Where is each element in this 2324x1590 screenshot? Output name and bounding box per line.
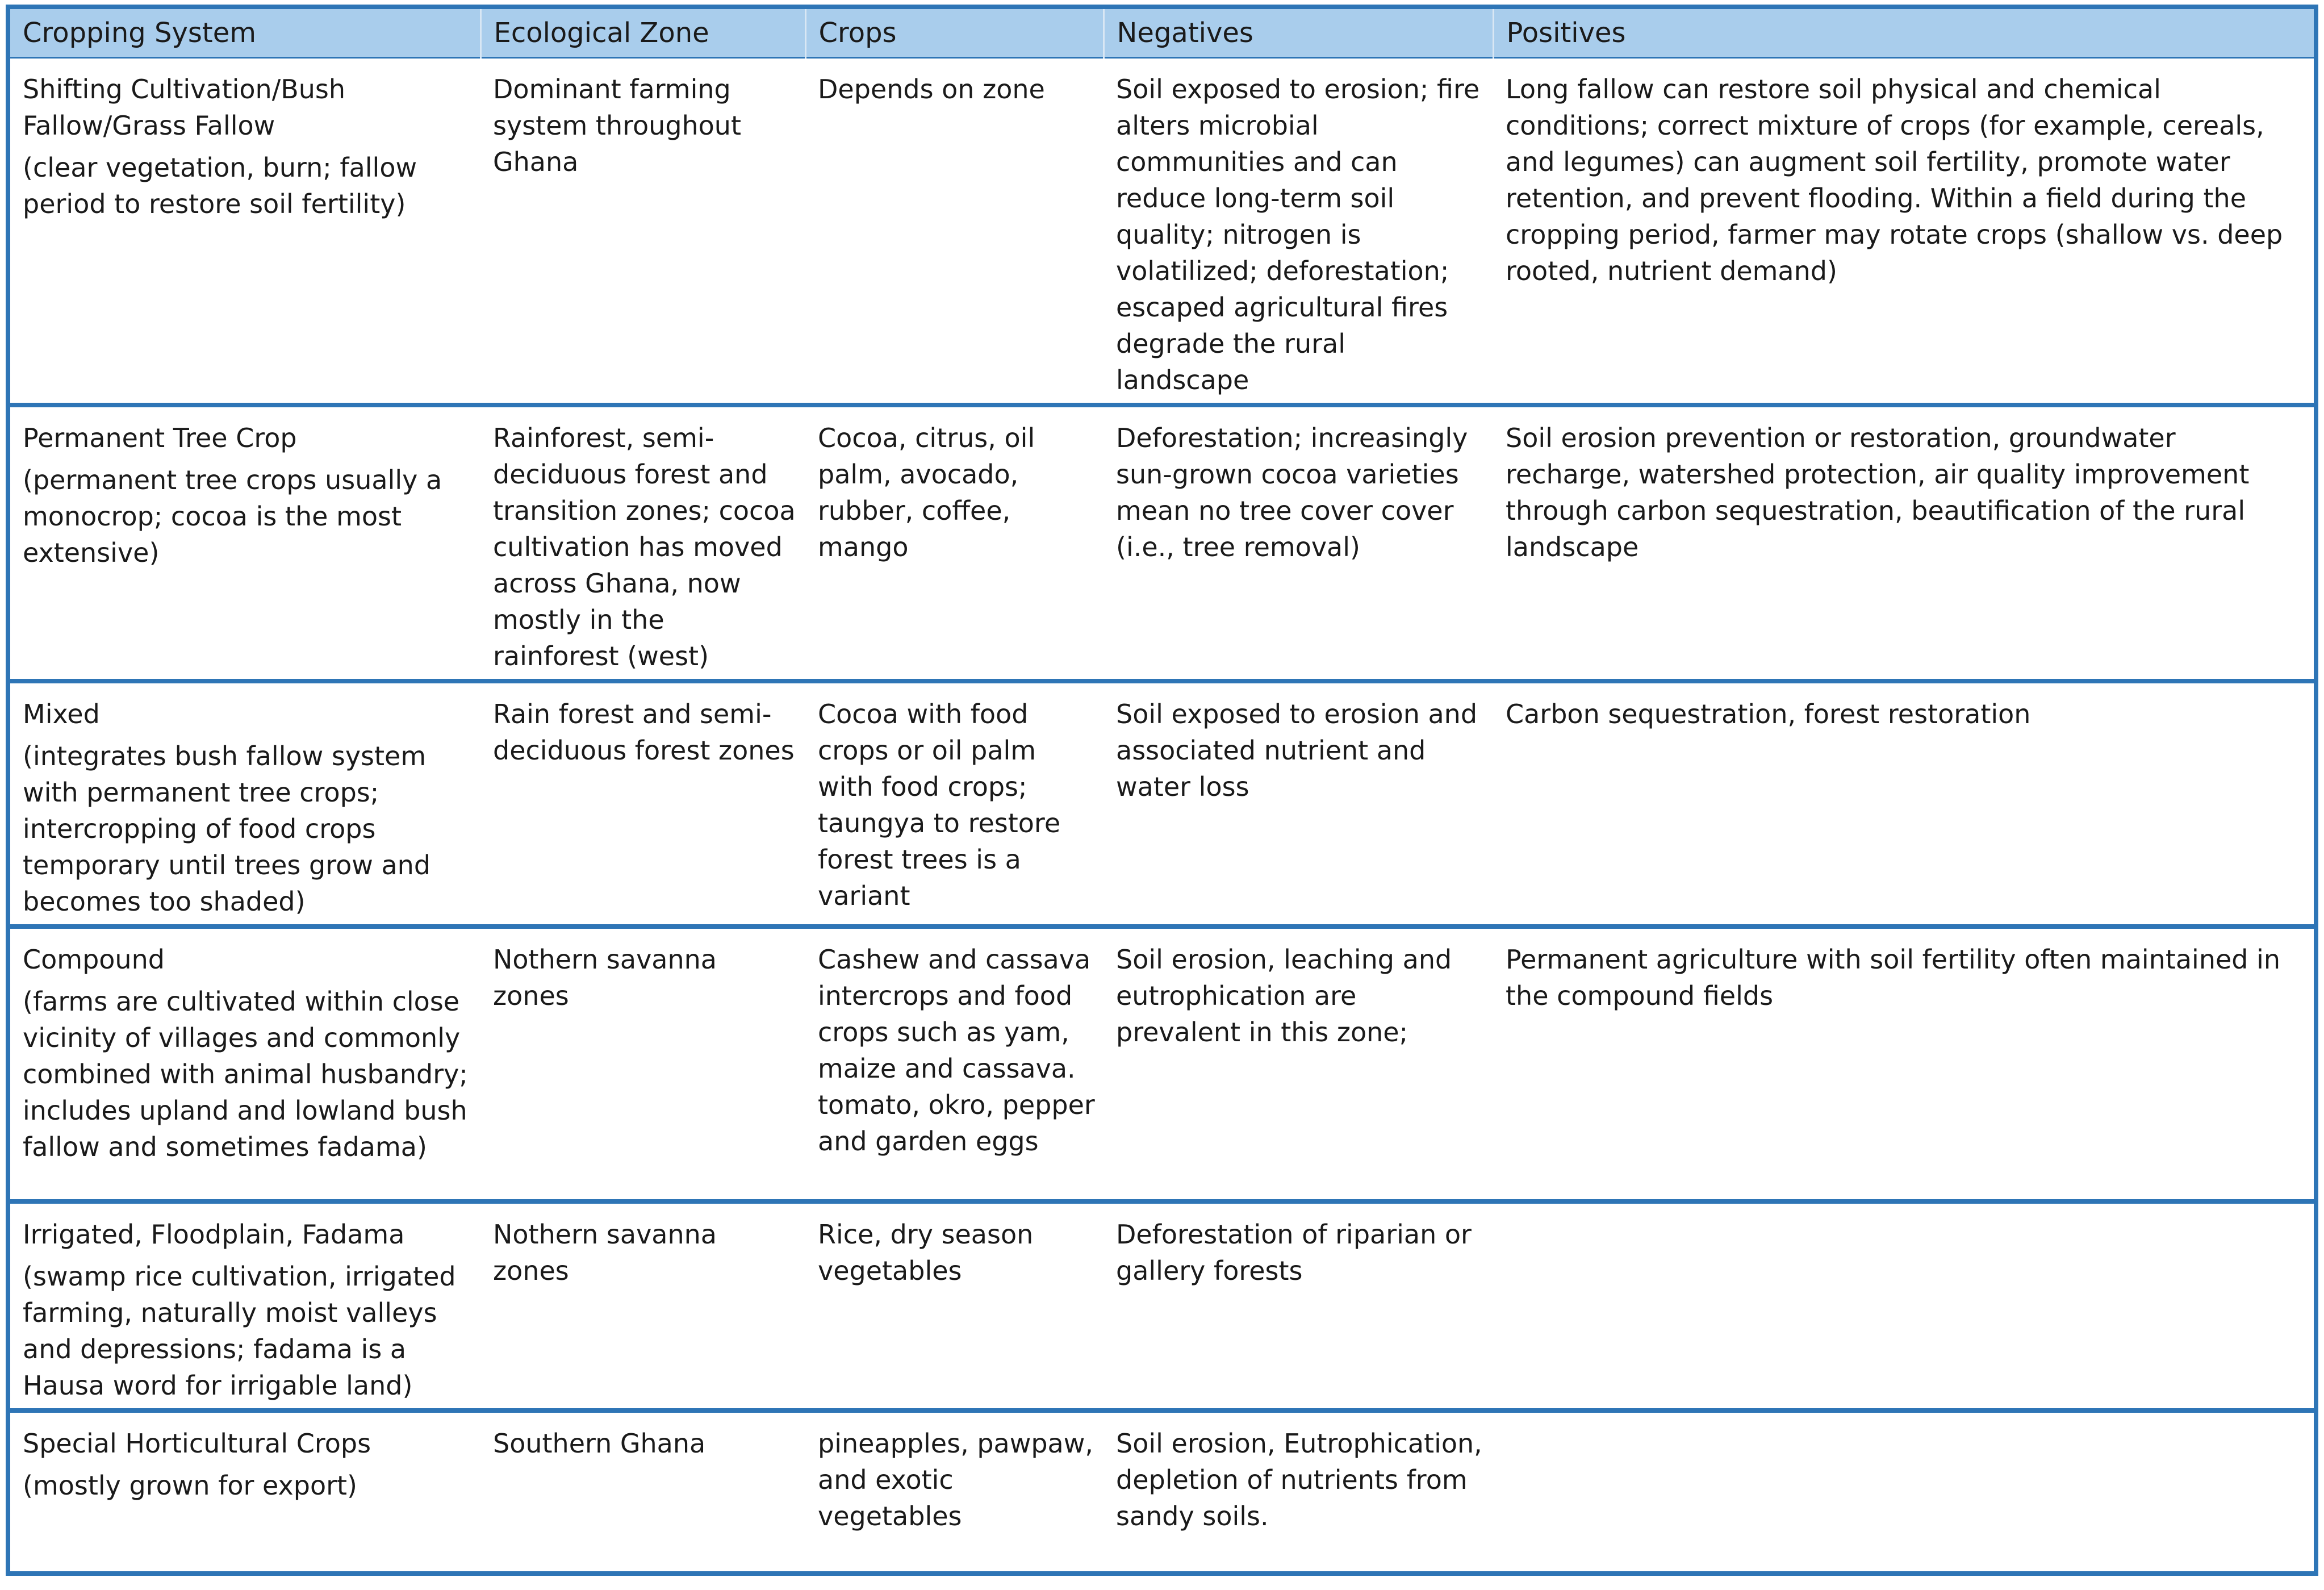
header-cropping-system: Cropping System [10,9,480,58]
header-negatives: Negatives [1104,9,1493,58]
system-note: (mostly grown for export) [23,1470,357,1501]
system-name: Compound [23,944,165,975]
table-row [10,1201,2314,1410]
cell-positives [1493,1201,2314,1410]
system-note: (clear vegetation, burn; fallow period to restore soil fertility) [23,152,417,219]
table-row [10,405,2314,681]
cell-crops: Rice, dry season vegetables [818,1219,1034,1286]
cell-system [10,405,480,681]
system-name: Permanent Tree Crop [23,423,297,453]
table-row [10,58,2314,406]
system-note: (farms are cultivated within close vicinity of villages and commonly combined with animal husbandry; includes upland and lowland bush fallow and sometimes fadama) [23,986,468,1162]
cell-system [10,58,480,406]
cell-positives: Permanent agriculture with soil fertility often maintained in the compound fields [1506,944,2281,1011]
system-note: (permanent tree crops usually a monocrop; cocoa is the most extensive) [23,465,442,568]
cell-zone: Nothern savanna zones [493,944,717,1011]
cell-crops: Depends on zone [818,74,1045,105]
cell-system [10,927,480,1201]
header-crops: Crops [805,9,1104,58]
cropping-systems-table-frame [6,5,2318,1576]
system-name: Irrigated, Floodplain, Fadama [23,1219,405,1250]
cell-positives: Soil erosion prevention or restoration, groundwater recharge, watershed protection, air quality improvement through carbon sequestration, beautification of the rural landscape [1506,423,2250,562]
cell-positives: Carbon sequestration, forest restoration [1506,699,2031,729]
table-row [10,1410,2314,1590]
table-header-row [10,9,2314,58]
cell-negatives: Soil erosion, leaching and eutrophication are prevalent in this zone; [1116,944,1452,1048]
cell-zone: Nothern savanna zones [493,1219,717,1286]
table-row [10,927,2314,1201]
cell-crops: Cocoa, citrus, oil palm, avocado, rubber, coffee, mango [818,423,1035,562]
cell-system [10,1410,480,1590]
system-name: Shifting Cultivation/Bush Fallow/Grass Fallow [23,74,346,141]
cell-zone: Dominant farming system throughout Ghana [493,74,741,177]
system-note: (integrates bush fallow system with permanent tree crops; intercropping of food crops temporary until trees grow and becomes too shaded) [23,741,431,917]
cell-positives: Long fallow can restore soil physical and chemical conditions; correct mixture of crops (for example, cereals, and legumes) can augment soil fertility, promote water retention, and prevent flooding. Within a field during the cropping period, farmer may rotate crops (shallow vs. deep rooted, nutrient demand) [1506,74,2283,286]
cell-negatives: Soil exposed to erosion; fire alters microbial communities and can reduce long-term soil quality; nitrogen is volatilized; deforestation; escaped agricultural fires degrade the rural landscape [1116,74,1480,395]
system-note: (swamp rice cultivation, irrigated farming, naturally moist valleys and depressions; fadama is a Hausa word for irrigable land) [23,1261,456,1401]
cell-zone: Rainforest, semi-deciduous forest and transition zones; cocoa cultivation has moved across Ghana, now mostly in the rainforest (west) [493,423,796,671]
cell-crops: pineapples, pawpaw, and exotic vegetables [818,1428,1093,1531]
cell-zone: Rain forest and semi-deciduous forest zones [493,699,795,766]
cell-crops: Cashew and cassava intercrops and food crops such as yam, maize and cassava. tomato, okro, pepper and garden eggs [818,944,1095,1157]
cell-negatives: Soil exposed to erosion and associated nutrient and water loss [1116,699,1478,802]
cell-system [10,1201,480,1410]
system-name: Mixed [23,699,100,729]
cell-positives [1493,1410,2314,1590]
cell-system [10,681,480,927]
header-positives: Positives [1493,9,2314,58]
header-ecological-zone: Ecological Zone [480,9,805,58]
table-row [10,681,2314,927]
cell-negatives: Deforestation; increasingly sun-grown cocoa varieties mean no tree cover cover (i.e., tree removal) [1116,423,1468,562]
cropping-systems-table [10,9,2314,1590]
cell-negatives: Soil erosion, Eutrophication, depletion of nutrients from sandy soils. [1116,1428,1482,1531]
cell-crops: Cocoa with food crops or oil palm with food crops; taungya to restore forest trees is a variant [818,699,1061,911]
system-name: Special Horticultural Crops [23,1428,371,1459]
cell-zone: Southern Ghana [493,1428,706,1459]
cell-negatives: Deforestation of riparian or gallery forests [1116,1219,1472,1286]
